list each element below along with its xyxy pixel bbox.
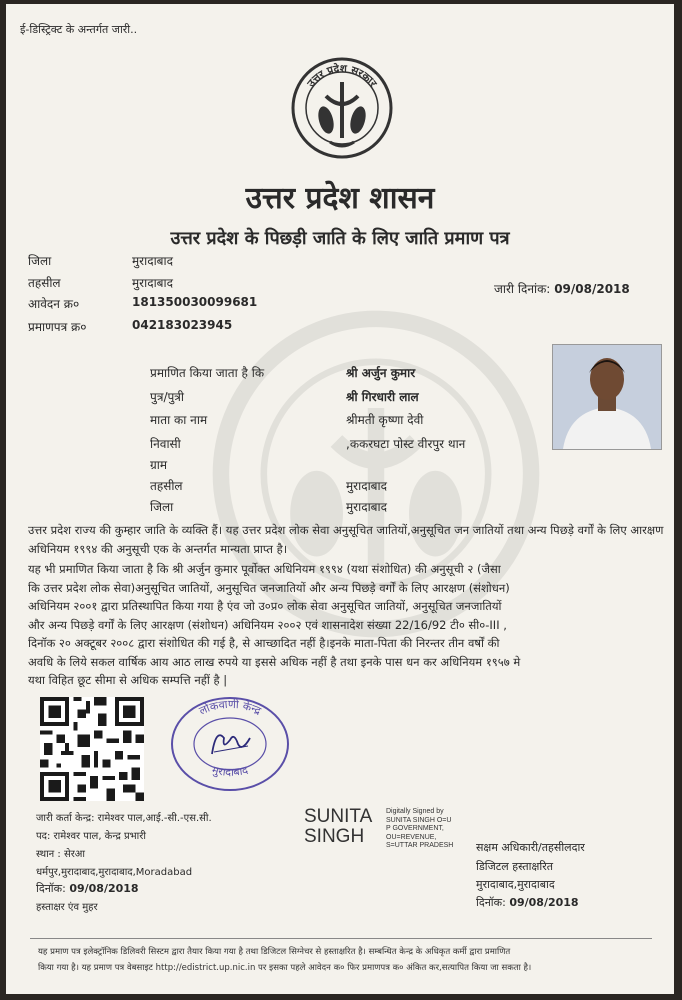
emblem-text: उत्तर प्रदेश सरकार: [305, 62, 379, 90]
header-note: ई-डिस्ट्रिक्ट के अन्तर्गत जारी..: [20, 23, 138, 36]
right-date-value: 09/08/2018: [509, 896, 579, 909]
mother-label: माता का नाम: [150, 413, 208, 427]
authority-digital: डिजिटल हस्ताक्षरित: [476, 860, 553, 873]
document-title: उत्तर प्रदेश शासन: [245, 181, 435, 216]
sign-stamp-label: हस्ताक्षर एंव मुहर: [36, 902, 98, 913]
caste-paragraph: उत्तर प्रदेश राज्य की कुम्हार जाति के व्यक्ति हैं। यह उत्तर प्रदेश लोक सेवा अनुसूचित जातियों,अनुसूचित जन जातियों तथा अन्य पिछड़े वर्गों के लिए आरक्षण अधिनियम १९९४ की अनुसूची एक के अन्तर्गत मान्यता प्राप्त है।: [28, 523, 664, 556]
paragraph-line: यथा विहित छूट सीमा से अधिक सम्पत्ति नहीं है |: [28, 673, 228, 687]
seal-bottom-text: मुरादाबाद: [210, 763, 250, 779]
lokvani-seal: [166, 694, 294, 794]
certificate-number-value: 042183023945: [132, 318, 233, 332]
father-name: श्री गिरधारी लाल: [346, 390, 419, 404]
applicant-photo: [552, 344, 662, 450]
paragraph-line: दिनॉक २० अक्टूबर २००८ द्वारा संशोधित की गई है, से आच्छादित नहीं है।इनके माता-पिता की निरन्तर तीन वर्षों की: [28, 636, 500, 650]
signature-detail-line: P GOVERNMENT,: [386, 825, 444, 832]
issuer-place: स्थान : सेरआ: [36, 849, 86, 860]
authority-title: सक्षम अधिकारी/तहसीलदार: [476, 841, 585, 854]
person-district-value: मुरादाबाद: [346, 500, 388, 514]
signature-name-line: SUNITA: [304, 806, 373, 827]
district-label: जिला: [28, 254, 52, 268]
tehsil-value: मुरादाबाद: [132, 276, 174, 290]
footer-line: किया गया है। यह प्रमाण पत्र वेबसाइट http://edistrict.up.nic.in पर इसका पहले आवेदन क० फिर प्रमाणपत्र क० अंकित कर,सत्यापित किया जा सकता है।: [38, 963, 532, 973]
district-value: मुरादाबाद: [132, 254, 174, 268]
issue-date-label: जारी दिनांक:: [494, 282, 551, 296]
tehsil-label: तहसील: [28, 276, 61, 290]
signature-detail-line: S=UTTAR PRADESH: [386, 842, 454, 849]
digital-signature-details: [386, 808, 453, 851]
footer-line: यह प्रमाण पत्र इलेक्ट्रॉनिक डिलिवरी सिस्टम द्वारा तैयार किया गया है तथा डिजिटल सिग्नेचर से हस्ताक्षरित है। सम्बन्धित केन्द्र के अधिकृत कर्मी द्वारा प्रमाणित: [38, 947, 511, 957]
mother-name: श्रीमती कृष्णा देवी: [346, 413, 424, 427]
resident-label: निवासी: [150, 437, 181, 451]
issuer-address: धर्मपुर,मुरादाबाद,मुरादाबाद,Moradabad: [36, 867, 193, 878]
person-district-label: जिला: [150, 500, 174, 514]
footer-divider: [30, 938, 652, 939]
certificate-number-label: प्रमाणपत्र क्र०: [28, 320, 87, 334]
paragraph-line: अवधि के लिये सकल वार्षिक आय आठ लाख रुपये या इससे अधिक नहीं है तथा इनके पास धन कर अधिनियम १९५७ मे: [28, 654, 521, 669]
application-number-label: आवेदन क्र०: [28, 297, 80, 311]
certificate-document: [6, 4, 674, 994]
right-date-label: दिनॉक:: [476, 896, 506, 909]
application-number-value: 181350030099681: [132, 295, 258, 309]
svg-text:मुरादाबाद: [211, 763, 250, 778]
right-date: [476, 895, 579, 910]
seal-top-text: लोकवाणी केन्द्र: [197, 697, 264, 718]
left-date: [36, 881, 139, 896]
person-tehsil-value: मुरादाबाद: [346, 479, 388, 493]
digital-signature-name: [304, 807, 372, 847]
signature-name-line: SINGH: [304, 826, 365, 847]
up-government-emblem: [290, 56, 394, 160]
signature-detail-line: SUNITA SINGH O=U: [386, 816, 452, 824]
signature-detail-line: Digitally Signed by: [386, 808, 444, 815]
parent-label: पुत्र/पुत्री: [150, 390, 185, 404]
person-tehsil-label: तहसील: [150, 479, 183, 493]
left-date-value: 09/08/2018: [69, 882, 139, 895]
paragraph-line: कि उत्तर प्रदेश लोक सेवा)अनुसूचित जातियों, अनुसूचित जनजातियों और अन्य पिछड़े वर्गों के लिए आरक्षण (संशोधन): [28, 580, 510, 595]
qr-code: [40, 697, 144, 801]
certification-paragraph: [28, 560, 668, 690]
village-label: ग्राम: [150, 458, 168, 472]
signature-detail-line: OU=REVENUE,: [386, 833, 437, 841]
authority-place: मुरादाबाद,मुरादाबाद: [476, 878, 555, 891]
document-subtitle: उत्तर प्रदेश के पिछड़ी जाति के लिए जाति प्रमाण पत्र: [170, 228, 510, 249]
left-date-label: दिनॉक:: [36, 882, 66, 895]
issuer-center: जारी कर्ता केन्द्र: रामेश्वर पाल,आई.-सी.-एस.सी.: [36, 813, 212, 824]
paragraph-line: यह भी प्रमाणित किया जाता है कि श्री अर्जुन कुमार पूर्वोक्त अधिनियम १९९४ (यथा संशोधित) की अनुसूची २ (जैसा: [28, 562, 501, 576]
issue-date-value: 09/08/2018: [554, 282, 630, 296]
certified-label: प्रमाणित किया जाता है कि: [150, 366, 265, 380]
paragraph-line: अधिनियम २००१ द्वारा प्रतिस्थापित किया गया है एंव जो उ०प्र० लोक सेवा अनुसूचित जातियों, अनुसूचित जनजातियों: [28, 599, 502, 613]
paragraph-line: और अन्य पिछड़े वर्गों के लिए आरक्षण (संशोधन) अधिनियम २००२ एवं शासनादेश संख्या 22/16/92 टी० सी०-III ,: [28, 617, 507, 632]
applicant-name: श्री अर्जुन कुमार: [346, 366, 416, 380]
issue-date: [494, 280, 630, 297]
issuer-designation: पद: रामेश्वर पाल, केन्द्र प्रभारी: [36, 831, 146, 842]
resident-value: ,ककरघटा पोस्ट वीरपुर थान: [346, 437, 466, 451]
